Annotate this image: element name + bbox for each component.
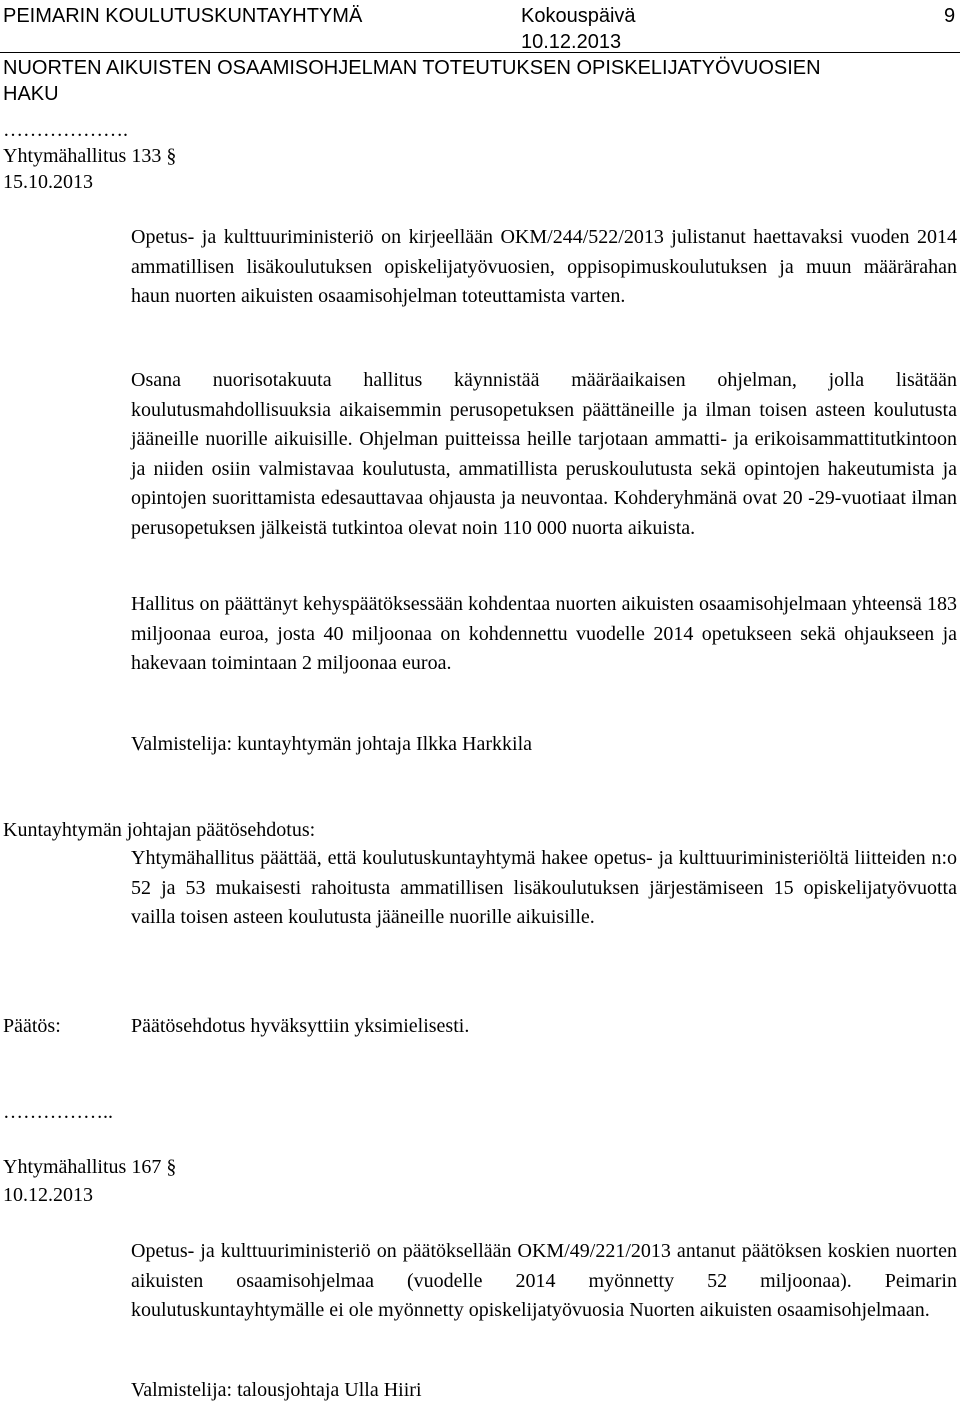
preparer-2: Valmistelija: talousjohtaja Ulla Hiiri <box>131 1379 422 1401</box>
paragraph-ministry-letter: Opetus- ja kulttuuriministeriö on kirjeellään OKM/244/522/2013 julistanut haettavaksi vuoden 2014 ammatillisen lisäkoulutuksen opiskelijatyövuosien, oppisopimuskoulutuksen ja muun määrärahan haun nuorten aikuisten osaamisohjelman toteuttamista varten. <box>131 226 957 307</box>
decision-label: Päätös: <box>3 1015 61 1037</box>
separator-dots-2: …………….. <box>3 1101 113 1123</box>
paragraph-youth-guarantee: Osana nuorisotakuuta hallitus käynnistää määräaikaisen ohjelman, jolla lisätään koulutusmahdollisuuksia aikaisemmin perusopetuksen päättäneille ja ilman toisen asteen koulutusta jääneille nuorille aikuisille. Ohjelman puitteissa heille tarjotaan ammatti- ja erikoisammattitutkintoon ja niiden osiin valmistavaa koulutusta, ammatillista peruskoulutusta sekä opintojen hakeutumista ja opintojen suorittamista edesauttavaa ohjausta ja neuvontaa. Kohderyhmänä ovat 20 -29-vuotiaat ilman perusopetuksen jälkeistä tutkintoa olevat noin 110 000 nuorta aikuista. <box>131 369 957 539</box>
board-reference: Yhtymähallitus 133 § <box>3 145 177 167</box>
paragraph-government-funding: Hallitus on päättänyt kehyspäätöksessään kohdentaa nuorten aikuisten osaamisohjelmaan yhteensä 183 miljoonaa euroa, josta 40 miljoonaa on kohdennettu vuodelle 2014 opetukseen sekä ohjaukseen ja hakevaan toimintaan 2 miljoonaa euroa. <box>131 593 957 674</box>
section-title-line-2: HAKU <box>3 83 59 105</box>
board-reference-2: Yhtymähallitus 167 § <box>3 1156 177 1178</box>
preparer: Valmistelija: kuntayhtymän johtaja Ilkka Harkkila <box>131 733 533 755</box>
decision-text: Päätösehdotus hyväksyttiin yksimielisesti. <box>131 1015 470 1037</box>
header-organization: PEIMARIN KOULUTUSKUNTAYHTYMÄ <box>3 5 363 27</box>
paragraph-ministry-decision: Opetus- ja kulttuuriministeriö on päätöksellään OKM/49/221/2013 antanut päätöksen koskien nuorten aikuisten osaamisohjelmaa (vuodelle 2014 myönnetty 52 miljoonaa). Peimarin koulutuskuntayhtymälle ei ole myönnetty opiskelijatyövuosia Nuorten aikuisten osaamisohjelmaan. <box>131 1240 957 1321</box>
page-number: 9 <box>944 5 956 27</box>
header-rule <box>0 52 960 53</box>
board-date: 15.10.2013 <box>3 171 93 193</box>
board-date-2: 10.12.2013 <box>3 1184 93 1206</box>
proposal-label: Kuntayhtymän johtajan päätösehdotus: <box>3 819 316 841</box>
header-meeting-date: 10.12.2013 <box>521 31 622 53</box>
header-meeting-label: Kokouspäivä <box>521 5 636 27</box>
section-title-line-1: NUORTEN AIKUISTEN OSAAMISOHJELMAN TOTEUTUKSEN OPISKELIJATYÖVUOSIEN <box>3 57 821 79</box>
proposal-text: Yhtymähallitus päättää, että koulutuskuntayhtymä hakee opetus- ja kulttuuriministeriöltä liitteiden n:o 52 ja 53 mukaisesti rahoitusta ammatillisen lisäkoulutuksen järjestämiseen 15 opiskelijatyövuotta vailla toisen asteen koulutusta jääneille nuorille aikuisille. <box>131 847 957 928</box>
separator-dots: ………………. <box>3 119 128 141</box>
